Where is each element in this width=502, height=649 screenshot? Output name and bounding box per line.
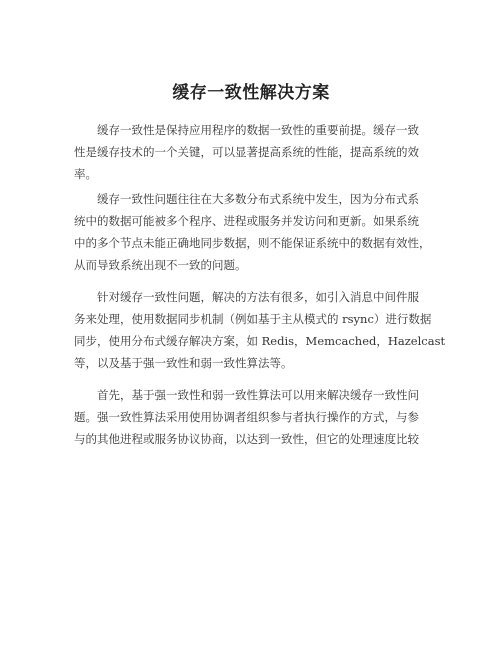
paragraph-line: 统中的数据可能被多个程序、进程或服务并发访问和更新。如果系统 xyxy=(74,214,419,228)
paragraph-line: 题。强一致性算法采用使用协调者组织参与者执行操作的方式，与参 xyxy=(74,410,419,424)
paragraph-line: 缓存一致性是保持应用程序的数据一致性的重要前提。缓存一致 xyxy=(97,123,419,137)
paragraph-2 xyxy=(74,188,434,276)
document-title: 缓存一致性解决方案 xyxy=(172,83,330,103)
paragraph-line: 缓存一致性问题往往在大多数分布式系统中发生，因为分布式系 xyxy=(97,192,419,206)
paragraph-line: 务来处理，使用数据同步机制（例如基于主从模式的 rsync）进行数据 xyxy=(74,312,432,326)
paragraph-line: 首先，基于强一致性和弱一致性算法可以用来解决缓存一致性问 xyxy=(97,388,419,402)
paragraph-line: 与的其他进程或服务协议协商，以达到一致性，但它的处理速度比较 xyxy=(74,432,419,446)
paragraph-line: 等，以及基于强一致性和弱一致性算法等。 xyxy=(74,356,293,370)
paragraph-line: 率。 xyxy=(74,167,97,181)
paragraph-line: 从而导致系统出现不一致的问题。 xyxy=(74,258,247,272)
paragraph-1 xyxy=(74,119,434,185)
paragraph-line: 中的多个节点未能正确地同步数据，则不能保证系统中的数据有效性， xyxy=(74,236,431,250)
paragraph-line: 同步，使用分布式缓存解决方案，如 Redis，Memcached，Hazelcast xyxy=(74,334,446,348)
paragraph-line: 针对缓存一致性问题，解决的方法有很多，如引入消息中间件服 xyxy=(97,290,419,304)
paragraph-4 xyxy=(74,384,434,450)
paragraph-line: 性是缓存技术的一个关键，可以显著提高系统的性能，提高系统的效 xyxy=(74,145,419,159)
paragraph-3 xyxy=(74,286,446,374)
